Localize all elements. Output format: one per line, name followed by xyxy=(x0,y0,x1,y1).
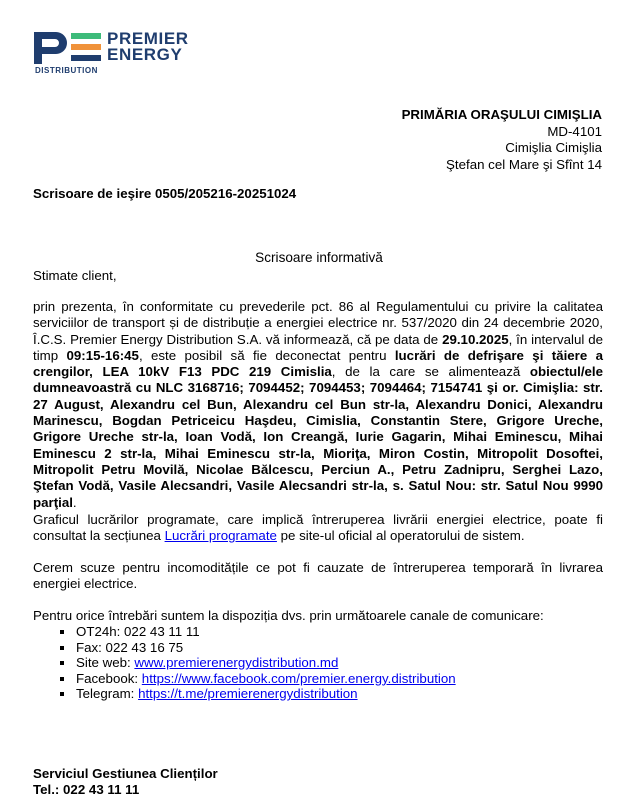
letter-reference: Scrisoare de ieşire 0505/205216-20251024 xyxy=(33,186,297,201)
logo-bar-navy xyxy=(71,55,101,61)
contact-item-telegram xyxy=(33,686,456,702)
recipient-address xyxy=(402,107,602,173)
contact-label: Facebook: xyxy=(76,670,142,686)
affected-objects: obiectul/ele dumneavoastră cu NLC 3168716; 7094452; 7094453; 7094464; 7154741 şi or. Cimişlia: str. 27 August, Alexandru cel Bun, Alexandru cel Bun str-la, Alexandru Donici, Alexandru Marinescu, Bogdan Petriceicu Haşdeu, Cimislia, Constantin Stere, Grigore Ureche, Grigore Ureche str-la, Ioan Vodă, Ion Creangă, Iurie Gagarin, Mihai Eminescu, Mihai Eminescu 2 str-la, Mihai Eminescu str-la, Mioriţa, Miron Costin, Mitropolit Dosoftei, Mitropolit Petru Movilă, Nicolae Bălcescu, Perciun A., Petru Zadnipru, Serghei Lazo, Ştefan Vodă, Vasile Alecsandri, Vasile Alecsandri str-la, s. Satul Nou: str. Satul Nou 9990 parţial xyxy=(33,364,604,510)
contact-item-ot24h xyxy=(33,624,456,640)
work-description: lucrări de defrişare şi tăiere a crengilor, LEA 10kV F13 PDC 219 Cimislia xyxy=(33,347,603,380)
bullet-icon xyxy=(60,692,64,696)
company-logo xyxy=(34,29,224,78)
contact-item-facebook xyxy=(33,671,456,687)
signature-phone: Tel.: 022 43 11 11 xyxy=(33,782,140,797)
facebook-link[interactable]: https://www.facebook.com/premier.energy.distribution xyxy=(141,670,456,686)
contact-list xyxy=(33,624,456,702)
contact-label: Fax: 022 43 16 75 xyxy=(76,639,184,655)
recipient-street: Ştefan cel Mare şi Sfînt 14 xyxy=(446,156,602,172)
contact-label: Telegram: xyxy=(76,686,139,702)
logo-bar-orange xyxy=(71,44,101,50)
apology-paragraph: Cerem scuze pentru incomoditățile ce pot fi cauzate de întreruperea temporară în livrarea energiei electrice. xyxy=(33,560,603,592)
logo-bar-green xyxy=(71,33,101,39)
outage-date: 29.10.2025 xyxy=(442,331,509,347)
bullet-icon xyxy=(60,677,64,681)
schedule-paragraph xyxy=(33,512,603,545)
contact-label: OT24h: 022 43 11 11 xyxy=(76,624,200,639)
recipient-locality: Cimişlia Cimişlia xyxy=(505,140,602,155)
telegram-link[interactable]: https://t.me/premierenergydistribution xyxy=(138,686,358,702)
scheduled-works-link[interactable]: Lucrări programate xyxy=(164,528,277,544)
greeting: Stimate client, xyxy=(33,268,117,283)
logo-brand-line1: PREMIER xyxy=(107,29,189,48)
p1-end: . xyxy=(72,494,77,510)
p2-text-a: Graficul lucrărilor programate, care implică întreruperea livrării energiei electrice, poate fi consultat la secțiunea xyxy=(33,512,603,544)
contact-label: Site web: xyxy=(76,655,135,671)
bullet-icon xyxy=(60,630,64,634)
signature-department: Serviciul Gestiunea Clienților xyxy=(33,766,218,781)
p1-text-b: , în intervalul de timp xyxy=(33,331,603,363)
p1-text-d: , de la care se alimentează xyxy=(331,364,530,380)
signature-block xyxy=(33,766,218,798)
p2-text-b: pe site-ul oficial al operatorului de sistem. xyxy=(276,528,525,544)
p1-text-c: , este posibil să fie deconectat pentru xyxy=(138,347,395,363)
logo-brand-line2: ENERGY xyxy=(107,45,183,64)
contact-item-website xyxy=(33,655,456,671)
contact-intro: Pentru orice întrebări suntem la dispoziția dvs. prin următoarele canale de comunicare: xyxy=(33,608,544,623)
logo-distribution-text: DISTRIBUTION xyxy=(35,66,98,75)
bullet-icon xyxy=(60,661,64,665)
outage-time: 09:15-16:45 xyxy=(66,347,139,363)
website-link[interactable]: www.premierenergydistribution.md xyxy=(134,655,339,671)
p1-text-a: prin prezenta, în conformitate cu prevederile pct. 86 al Regulamentului cu privire la calitatea serviciilor de transport și de distribuție a energiei electrice nr. 537/2020 din 24 decembrie 2020, Î.C.S. Premier Energy Distribution S.A. vă informează, că pe data de xyxy=(33,299,603,347)
recipient-name: PRIMĂRIA ORAŞULUI CIMIŞLIA xyxy=(401,107,602,122)
letter-title: Scrisoare informativă xyxy=(255,250,383,265)
bullet-icon xyxy=(60,646,64,650)
logo-e-bars-icon xyxy=(71,33,101,66)
logo-brand-name xyxy=(107,31,189,63)
outage-notice-paragraph xyxy=(33,299,603,511)
contact-item-fax xyxy=(33,640,456,656)
recipient-postal-code: MD-4101 xyxy=(547,123,602,139)
logo-p-mark-icon xyxy=(34,32,68,64)
